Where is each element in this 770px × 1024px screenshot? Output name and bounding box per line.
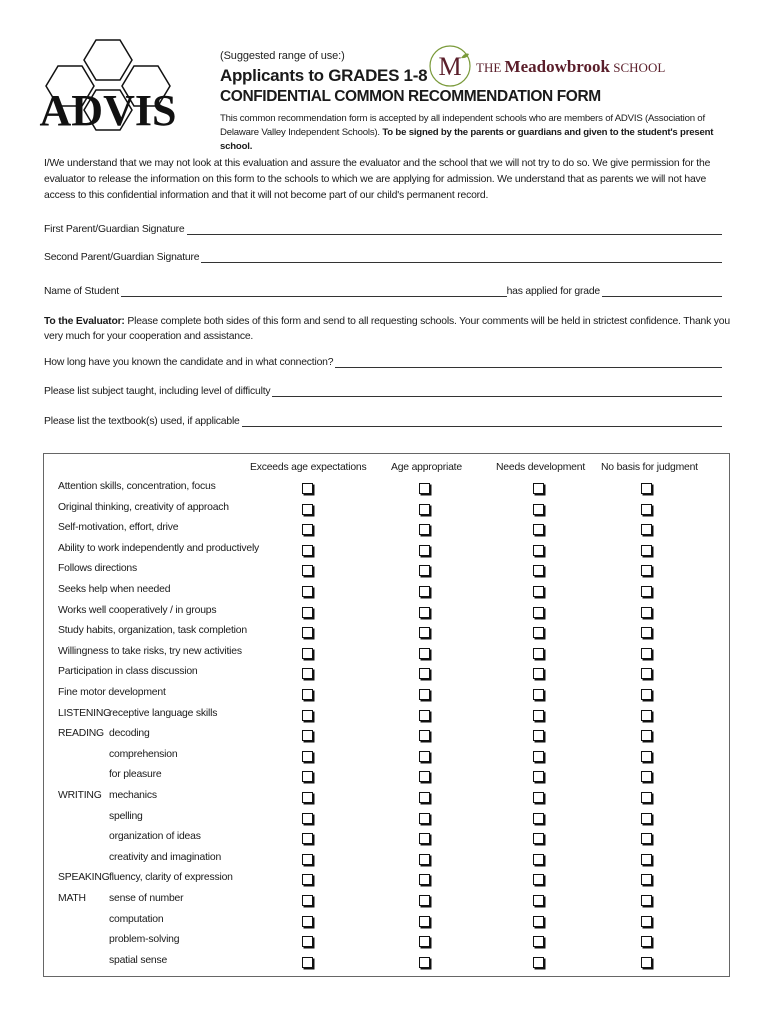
rating-row-label: Attention skills, concentration, focus <box>58 481 216 492</box>
evaluator-text: Please complete both sides of this form and send to all requesting schools. Your comments will be held in strictest confidence. Thank you very much for your cooperation and assistance. <box>44 316 730 342</box>
checkbox-age-appropriate[interactable] <box>419 668 430 679</box>
checkbox-needs-development[interactable] <box>533 504 544 515</box>
col-head-needs-development: Needs development <box>496 462 586 473</box>
rating-row-label: Participation in class discussion <box>58 666 198 677</box>
rating-row-label: organization of ideas <box>109 831 201 842</box>
checkbox-needs-development[interactable] <box>533 957 544 968</box>
checkbox-exceeds[interactable] <box>302 545 313 556</box>
known-candidate-label: How long have you known the candidate and in what connection? <box>44 357 334 368</box>
first-parent-signature-line[interactable] <box>187 224 723 235</box>
rating-row-label: creativity and imagination <box>109 852 222 863</box>
known-candidate-line[interactable] <box>335 357 722 368</box>
checkbox-age-appropriate[interactable] <box>419 565 430 576</box>
checkbox-exceeds[interactable] <box>302 483 313 494</box>
school-name-suffix: SCHOOL <box>613 60 666 75</box>
checkbox-no-basis[interactable] <box>641 833 652 844</box>
checkbox-needs-development[interactable] <box>533 833 544 844</box>
checkbox-age-appropriate[interactable] <box>419 854 430 865</box>
checkbox-age-appropriate[interactable] <box>419 586 430 597</box>
checkbox-age-appropriate[interactable] <box>419 627 430 638</box>
checkbox-no-basis[interactable] <box>641 854 652 865</box>
checkbox-no-basis[interactable] <box>641 771 652 782</box>
checkbox-age-appropriate[interactable] <box>419 936 430 947</box>
first-parent-label: First Parent/Guardian Signature <box>44 224 185 235</box>
checkbox-no-basis[interactable] <box>641 483 652 494</box>
checkbox-needs-development[interactable] <box>533 627 544 638</box>
checkbox-no-basis[interactable] <box>641 545 652 556</box>
student-name-row <box>44 286 722 297</box>
checkbox-no-basis[interactable] <box>641 916 652 927</box>
advis-logo <box>38 32 188 144</box>
checkbox-needs-development[interactable] <box>533 710 544 721</box>
checkbox-exceeds[interactable] <box>302 648 313 659</box>
checkbox-needs-development[interactable] <box>533 895 544 906</box>
rating-row-label: Willingness to take risks, try new activities <box>58 646 242 657</box>
school-name-prefix: THE <box>476 60 502 75</box>
checkbox-exceeds[interactable] <box>302 627 313 638</box>
checkbox-no-basis[interactable] <box>641 627 652 638</box>
parent-consent-text: I/We understand that we may not look at this evaluation and assure the evaluator and the school that we will not try to do so. We give permission for the evaluator to release the information on this form to the schools to which we are applying for admission. We understand that as parents we will not have access to this confidential information and that it will not become part of our child's permanent record. <box>44 158 711 201</box>
checkbox-needs-development[interactable] <box>533 483 544 494</box>
rating-row-category: LISTENING <box>58 708 112 719</box>
checkbox-exceeds[interactable] <box>302 689 313 700</box>
checkbox-needs-development[interactable] <box>533 565 544 576</box>
checkbox-exceeds[interactable] <box>302 813 313 824</box>
second-parent-signature-line[interactable] <box>201 252 722 263</box>
col-head-age-appropriate: Age appropriate <box>391 462 462 473</box>
checkbox-no-basis[interactable] <box>641 730 652 741</box>
checkbox-needs-development[interactable] <box>533 813 544 824</box>
evaluator-instructions <box>44 314 734 344</box>
checkbox-needs-development[interactable] <box>533 936 544 947</box>
checkbox-exceeds[interactable] <box>302 710 313 721</box>
rating-row-label: Fine motor development <box>58 687 166 698</box>
checkbox-exceeds[interactable] <box>302 936 313 947</box>
school-name-main: Meadowbrook <box>504 57 611 76</box>
checkbox-no-basis[interactable] <box>641 813 652 824</box>
checkbox-no-basis[interactable] <box>641 689 652 700</box>
checkbox-exceeds[interactable] <box>302 792 313 803</box>
checkbox-no-basis[interactable] <box>641 565 652 576</box>
checkbox-age-appropriate[interactable] <box>419 916 430 927</box>
checkbox-exceeds[interactable] <box>302 874 313 885</box>
rating-row-label: computation <box>109 914 164 925</box>
checkbox-age-appropriate[interactable] <box>419 730 430 741</box>
rating-row-category: READING <box>58 728 104 739</box>
rating-row-label: Self-motivation, effort, drive <box>58 522 179 533</box>
checkbox-exceeds[interactable] <box>302 916 313 927</box>
checkbox-exceeds[interactable] <box>302 957 313 968</box>
rating-row-category: WRITING <box>58 790 102 801</box>
checkbox-needs-development[interactable] <box>533 916 544 927</box>
known-candidate-row <box>44 357 722 368</box>
checkbox-needs-development[interactable] <box>533 524 544 535</box>
form-header <box>220 50 720 154</box>
checkbox-age-appropriate[interactable] <box>419 607 430 618</box>
checkbox-exceeds[interactable] <box>302 751 313 762</box>
checkbox-no-basis[interactable] <box>641 524 652 535</box>
rating-row-label: spelling <box>109 811 143 822</box>
checkbox-exceeds[interactable] <box>302 854 313 865</box>
advis-logo-text: ADVIS <box>39 86 177 135</box>
checkbox-needs-development[interactable] <box>533 874 544 885</box>
checkbox-no-basis[interactable] <box>641 792 652 803</box>
student-name-line[interactable] <box>121 286 507 297</box>
rating-row-label: decoding <box>109 728 150 739</box>
rating-row-label: sense of number <box>109 893 184 904</box>
rating-row-category: MATH <box>58 893 86 904</box>
checkbox-needs-development[interactable] <box>533 648 544 659</box>
evaluator-label: To the Evaluator: <box>44 316 125 327</box>
checkbox-age-appropriate[interactable] <box>419 771 430 782</box>
checkbox-age-appropriate[interactable] <box>419 792 430 803</box>
checkbox-age-appropriate[interactable] <box>419 504 430 515</box>
rating-row-label: Follows directions <box>58 563 137 574</box>
checkbox-no-basis[interactable] <box>641 586 652 597</box>
checkbox-exceeds[interactable] <box>302 504 313 515</box>
checkbox-age-appropriate[interactable] <box>419 710 430 721</box>
checkbox-no-basis[interactable] <box>641 874 652 885</box>
rating-row-category: SPEAKING <box>58 872 110 883</box>
checkbox-exceeds[interactable] <box>302 895 313 906</box>
checkbox-needs-development[interactable] <box>533 668 544 679</box>
form-title: Applicants to GRADES 1-8 <box>220 66 428 85</box>
rating-row-label: comprehension <box>109 749 178 760</box>
applied-grade-line[interactable] <box>602 286 722 297</box>
checkbox-age-appropriate[interactable] <box>419 957 430 968</box>
suggested-range: (Suggested range of use:) <box>220 50 345 62</box>
checkbox-needs-development[interactable] <box>533 751 544 762</box>
checkbox-exceeds[interactable] <box>302 771 313 782</box>
subject-taught-row <box>44 386 722 397</box>
rating-row-label: spatial sense <box>109 955 168 966</box>
checkbox-age-appropriate[interactable] <box>419 648 430 659</box>
checkbox-no-basis[interactable] <box>641 607 652 618</box>
checkbox-age-appropriate[interactable] <box>419 751 430 762</box>
form-description <box>220 112 720 154</box>
checkbox-exceeds[interactable] <box>302 586 313 597</box>
checkbox-age-appropriate[interactable] <box>419 545 430 556</box>
checkbox-age-appropriate[interactable] <box>419 874 430 885</box>
first-parent-signature-row <box>44 224 722 235</box>
checkbox-exceeds[interactable] <box>302 607 313 618</box>
rating-row-label: Study habits, organization, task completion <box>58 625 247 636</box>
description-text: This common recommendation form is accepted by all independent schools who are members of ADVIS (Association of Delaware Valley Independent Schools). <box>220 113 705 138</box>
checkbox-needs-development[interactable] <box>533 854 544 865</box>
rating-row-label: fluency, clarity of expression <box>109 872 233 883</box>
textbooks-row <box>44 416 722 427</box>
rating-row-label: for pleasure <box>109 769 162 780</box>
checkbox-no-basis[interactable] <box>641 895 652 906</box>
textbooks-line[interactable] <box>242 416 722 427</box>
form-subtitle: CONFIDENTIAL COMMON RECOMMENDATION FORM <box>220 88 601 105</box>
checkbox-no-basis[interactable] <box>641 710 652 721</box>
rating-row-label: mechanics <box>109 790 157 801</box>
checkbox-exceeds[interactable] <box>302 668 313 679</box>
checkbox-no-basis[interactable] <box>641 751 652 762</box>
description-bold: To be signed by the parents or guardians and given to the student's present school. <box>220 127 714 152</box>
checkbox-age-appropriate[interactable] <box>419 689 430 700</box>
col-head-no-basis: No basis for judgment <box>601 462 698 473</box>
rating-row-label: Works well cooperatively / in groups <box>58 605 217 616</box>
checkbox-exceeds[interactable] <box>302 833 313 844</box>
checkbox-exceeds[interactable] <box>302 565 313 576</box>
checkbox-age-appropriate[interactable] <box>419 895 430 906</box>
rating-row-label: Seeks help when needed <box>58 584 171 595</box>
checkbox-age-appropriate[interactable] <box>419 524 430 535</box>
checkbox-exceeds[interactable] <box>302 730 313 741</box>
subject-taught-line[interactable] <box>272 386 722 397</box>
rating-row-label: Ability to work independently and productively <box>58 543 260 554</box>
checkbox-no-basis[interactable] <box>641 648 652 659</box>
checkbox-needs-development[interactable] <box>533 607 544 618</box>
checkbox-age-appropriate[interactable] <box>419 483 430 494</box>
checkbox-no-basis[interactable] <box>641 957 652 968</box>
checkbox-needs-development[interactable] <box>533 792 544 803</box>
checkbox-needs-development[interactable] <box>533 689 544 700</box>
col-head-exceeds: Exceeds age expectations <box>250 462 367 473</box>
rating-row-label: Original thinking, creativity of approach <box>58 502 229 513</box>
student-name-label: Name of Student <box>44 286 119 297</box>
school-logo-letter: M <box>438 52 462 81</box>
textbooks-label: Please list the textbook(s) used, if applicable <box>44 416 240 427</box>
second-parent-signature-row <box>44 252 722 263</box>
checkbox-exceeds[interactable] <box>302 524 313 535</box>
checkbox-needs-development[interactable] <box>533 545 544 556</box>
subject-taught-label: Please list subject taught, including level of difficulty <box>44 386 271 397</box>
rating-row-label: receptive language skills <box>109 708 218 719</box>
checkbox-age-appropriate[interactable] <box>419 833 430 844</box>
checkbox-no-basis[interactable] <box>641 504 652 515</box>
checkbox-no-basis[interactable] <box>641 668 652 679</box>
checkbox-needs-development[interactable] <box>533 730 544 741</box>
applied-grade-label: has applied for grade <box>506 286 600 297</box>
second-parent-label: Second Parent/Guardian Signature <box>44 252 200 263</box>
checkbox-age-appropriate[interactable] <box>419 813 430 824</box>
checkbox-needs-development[interactable] <box>533 586 544 597</box>
checkbox-needs-development[interactable] <box>533 771 544 782</box>
rating-row-label: problem-solving <box>109 934 180 945</box>
checkbox-no-basis[interactable] <box>641 936 652 947</box>
